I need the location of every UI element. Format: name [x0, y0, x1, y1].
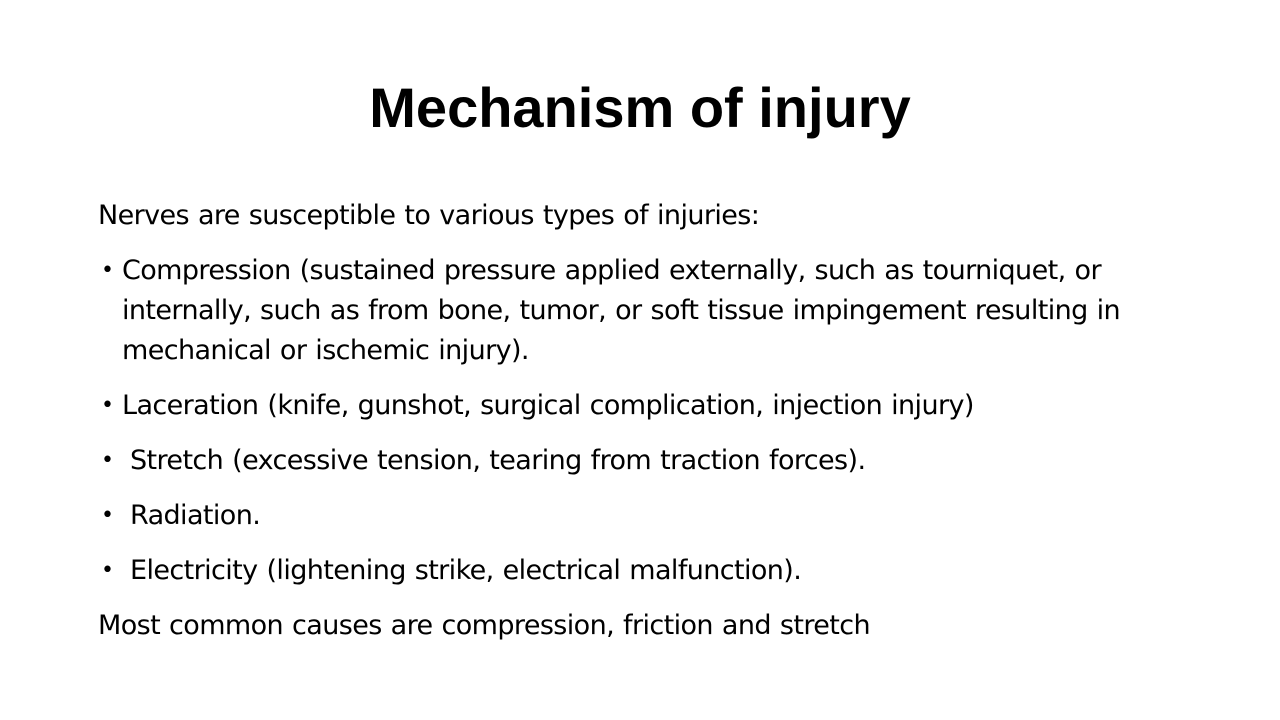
bullet-text: Compression (sustained pressure applied externally, such as tourniquet, or internally, such as from bone, tumor, or soft tissue impingement resulting in mechanical or ischemic injury). — [122, 255, 1121, 366]
bullet-dot-icon: • — [101, 558, 114, 583]
bullet-item-stretch — [98, 441, 1178, 481]
slide-body — [98, 196, 1178, 646]
bullet-list — [98, 251, 1178, 591]
bullet-dot-icon: • — [101, 503, 114, 528]
slide-title: Mechanism of injury — [369, 76, 911, 139]
bullet-dot-icon: • — [101, 258, 114, 283]
intro-text: Nerves are susceptible to various types of injuries: — [98, 200, 760, 231]
outro-text: Most common causes are compression, friction and stretch — [98, 610, 871, 641]
bullet-dot-icon: • — [101, 448, 114, 473]
bullet-item-laceration — [98, 386, 1178, 426]
bullet-text: Electricity (lightening strike, electrical malfunction). — [130, 555, 802, 586]
bullet-text: Laceration (knife, gunshot, surgical complication, injection injury) — [122, 390, 974, 421]
bullet-text: Radiation. — [130, 500, 261, 531]
bullet-dot-icon: • — [101, 393, 114, 418]
bullet-item-radiation — [98, 496, 1178, 536]
bullet-item-compression — [98, 251, 1178, 371]
bullet-text: Stretch (excessive tension, tearing from traction forces). — [130, 445, 866, 476]
bullet-item-electricity — [98, 551, 1178, 591]
